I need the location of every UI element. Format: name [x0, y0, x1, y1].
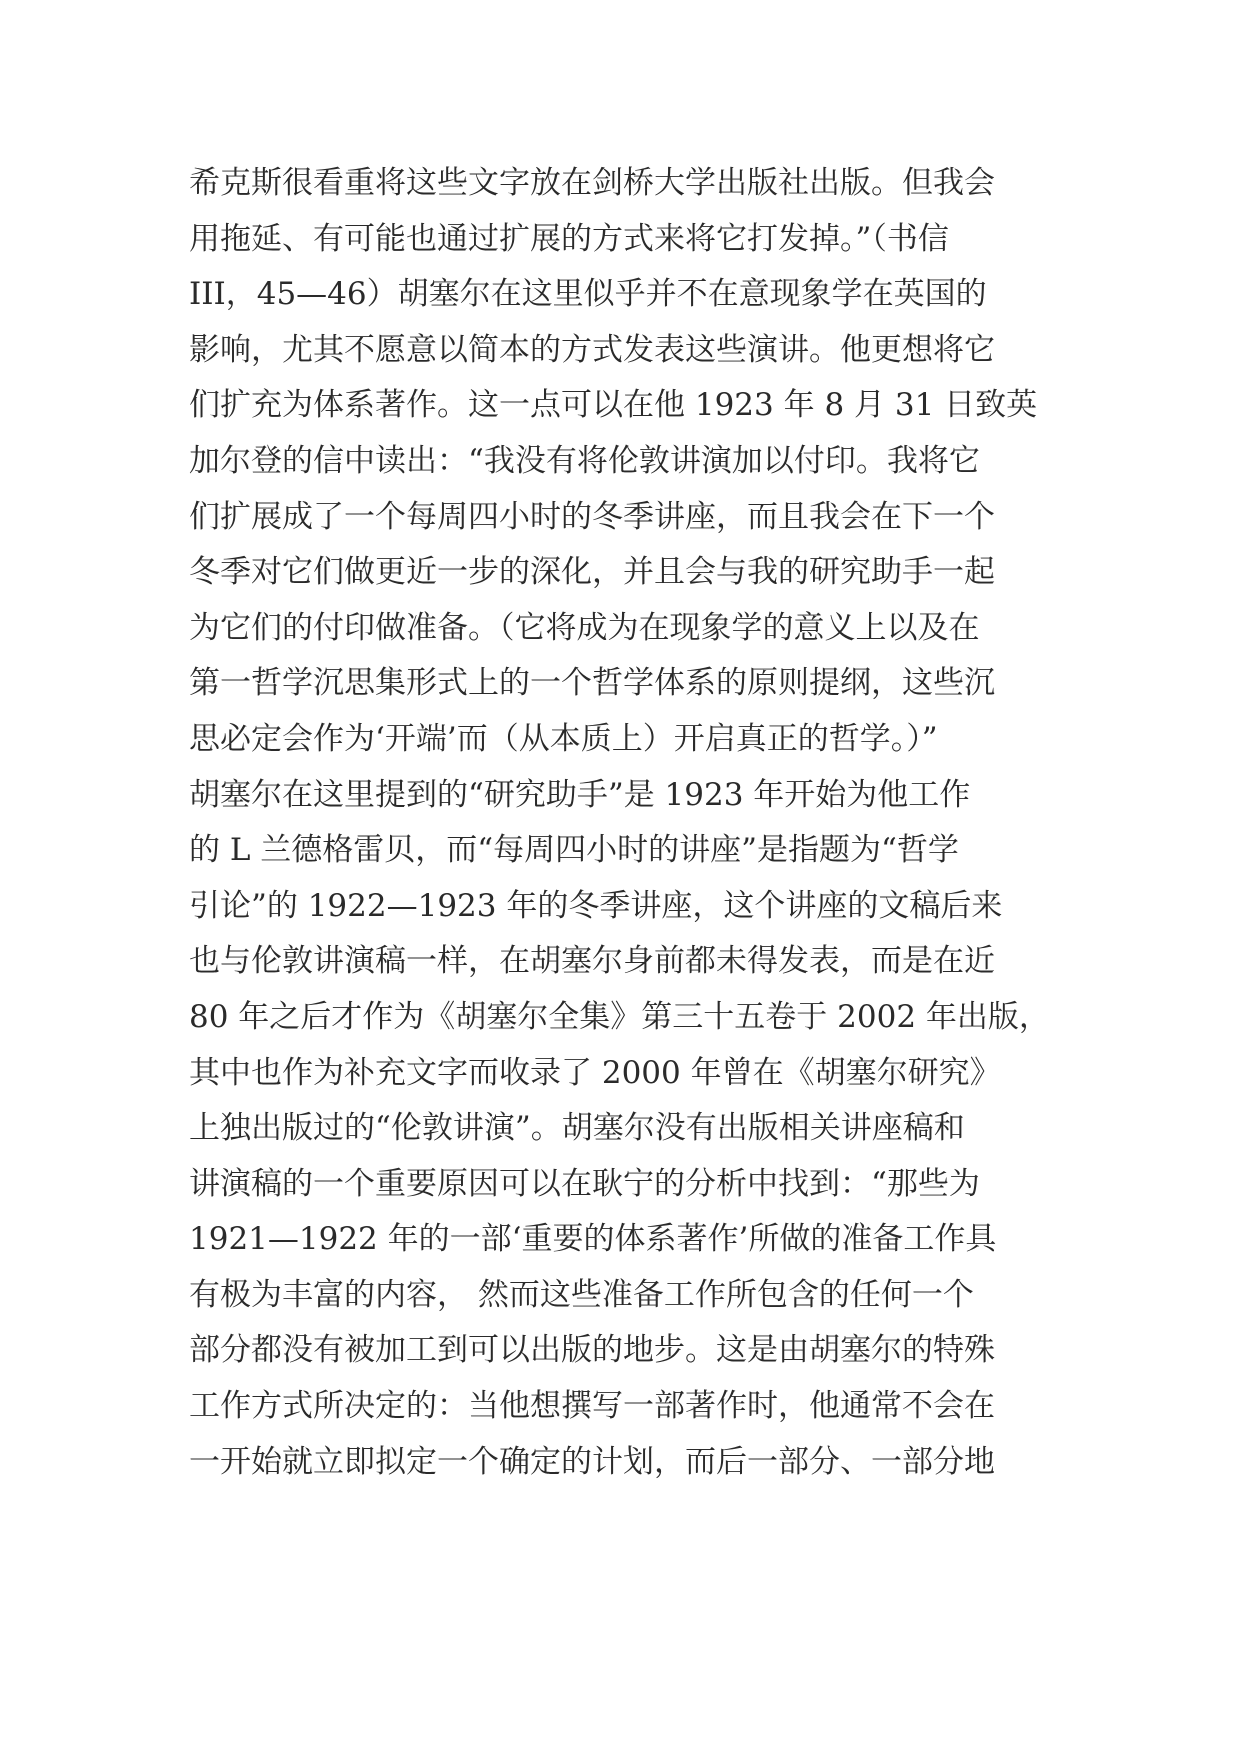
- text-line: 第一哲学沉思集形式上的一个哲学体系的原则提纲，这些沉: [189, 665, 995, 702]
- text-line: 一开始就立即拟定一个确定的计划，而后一部分、一部分地: [189, 1443, 995, 1480]
- text-line: 冬季对它们做更近一步的深化，并且会与我的研究助手一起: [189, 554, 995, 591]
- text-line: 其中也作为补充文字而收录了 2000 年曾在《胡塞尔研究》: [189, 1054, 1001, 1091]
- text-line: 为它们的付印做准备。（它将成为在现象学的意义上以及在: [189, 609, 980, 646]
- text-line: 讲演稿的一个重要原因可以在耿宁的分析中找到：“那些为: [189, 1165, 980, 1202]
- text-line: 上独出版过的“伦敦讲演”。胡塞尔没有出版相关讲座稿和: [189, 1110, 965, 1147]
- text-line: 80 年之后才作为《胡塞尔全集》第三十五卷于 2002 年出版，: [189, 998, 1050, 1035]
- text-line: 们扩充为体系著作。这一点可以在他 1923 年 8 月 31 日致英: [189, 387, 1038, 424]
- text-line: 工作方式所决定的：当他想撰写一部著作时，他通常不会在: [189, 1388, 995, 1425]
- text-line: 胡塞尔在这里提到的“研究助手”是 1923 年开始为他工作: [189, 776, 971, 813]
- text-line: 1921—1922 年的一部‘重要的体系著作’所做的准备工作具: [189, 1221, 997, 1258]
- text-line: 也与伦敦讲演稿一样，在胡塞尔身前都未得发表，而是在近: [189, 943, 995, 980]
- text-line: 部分都没有被加工到可以出版的地步。这是由胡塞尔的特殊: [189, 1332, 995, 1369]
- text-line: 用拖延、有可能也通过扩展的方式来将它打发掉。”（书信: [189, 220, 949, 257]
- text-line: 希克斯很看重将这些文字放在剑桥大学出版社出版。但我会: [189, 165, 995, 201]
- text-line: 们扩展成了一个每周四小时的冬季讲座，而且我会在下一个: [189, 498, 995, 535]
- text-line: III，45—46）胡塞尔在这里似乎并不在意现象学在英国的: [189, 276, 987, 313]
- text-line: 加尔登的信中读出：“我没有将伦敦讲演加以付印。我将它: [189, 442, 980, 479]
- text-line: 思必定会作为‘开端’而（从本质上）开启真正的哲学。）”: [189, 720, 938, 757]
- text-line: 有极为丰富的内容， 然而这些准备工作所包含的任何一个: [189, 1276, 974, 1313]
- body-text: [189, 156, 1069, 1490]
- text-line: 引论”的 1922—1923 年的冬季讲座，这个讲座的文稿后来: [189, 887, 1003, 924]
- text-line: 的 L 兰德格雷贝，而“每周四小时的讲座”是指题为“哲学: [189, 832, 959, 869]
- text-line: 影响，尤其不愿意以简本的方式发表这些演讲。他更想将它: [189, 331, 995, 368]
